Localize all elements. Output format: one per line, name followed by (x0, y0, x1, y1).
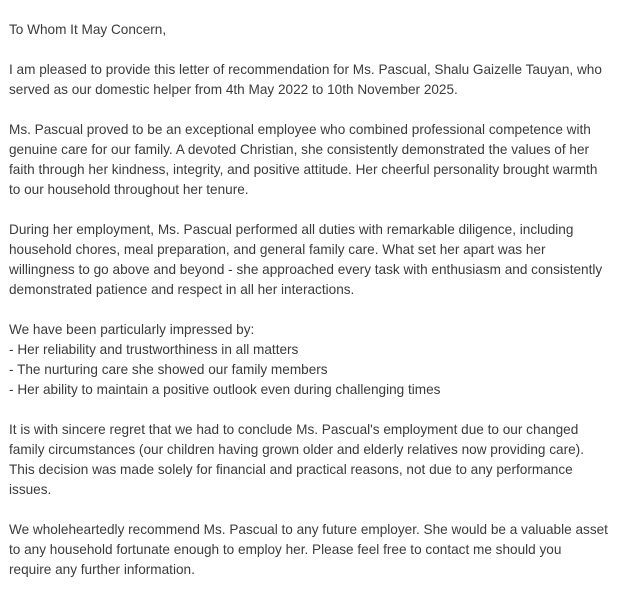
impressed-intro: We have been particularly impressed by: (9, 322, 255, 337)
closing-recommendation-paragraph: We wholeheartedly recommend Ms. Pascual to any future employer. She would be a valuable asset to any household fortunate enough to employ her. Please feel free to contact me should you require any further information. (9, 522, 608, 577)
list-item: - The nurturing care she showed our family members (9, 360, 631, 380)
impressed-list (9, 340, 631, 400)
list-item: - Her reliability and trustworthiness in all matters (9, 340, 631, 360)
employment-end-paragraph: It is with sincere regret that we had to conclude Ms. Pascual's employment due to our changed family circumstances (our children having grown older and elderly relatives now providing care). This decision was made solely for financial and practical reasons, not due to any performance issues. (9, 422, 584, 497)
recommendation-letter (9, 20, 631, 580)
salutation: To Whom It May Concern, (9, 22, 167, 37)
list-item: - Her ability to maintain a positive outlook even during challenging times (9, 380, 631, 400)
intro-paragraph: I am pleased to provide this letter of recommendation for Ms. Pascual, Shalu Gaizelle Tauyan, who served as our domestic helper from 4th May 2022 to 10th November 2025. (9, 62, 602, 97)
duties-paragraph: During her employment, Ms. Pascual performed all duties with remarkable diligence, including household chores, meal preparation, and general family care. What set her apart was her willingness to go above and beyond - she approached every task with enthusiasm and consistently demonstrated patience and respect in all her interactions. (9, 222, 603, 297)
character-paragraph: Ms. Pascual proved to be an exceptional employee who combined professional competence with genuine care for our family. A devoted Christian, she consistently demonstrated the values of her faith through her kindness, integrity, and positive attitude. Her cheerful personality brought warmth to our household throughout her tenure. (9, 122, 598, 197)
